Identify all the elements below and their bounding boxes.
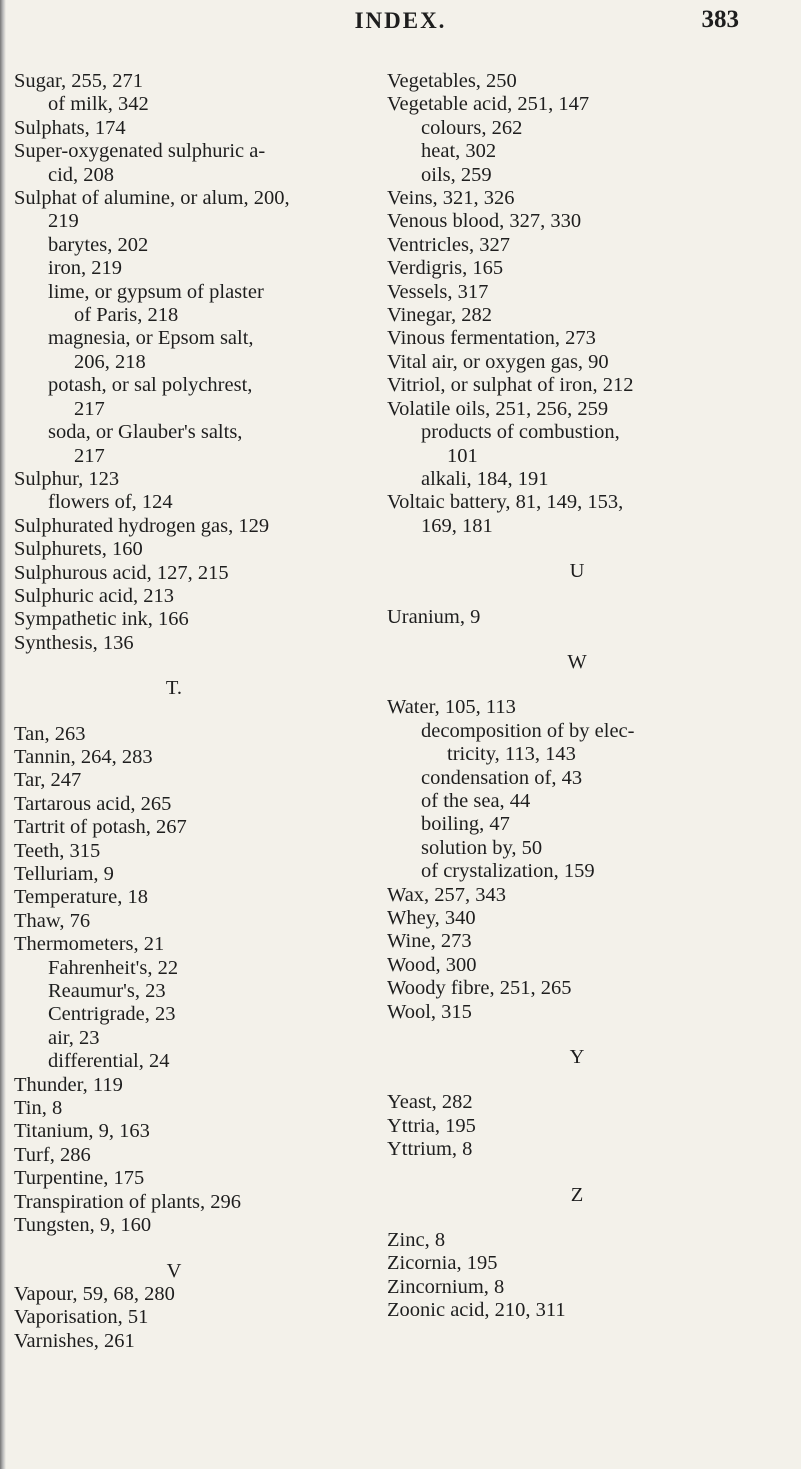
index-entry: Veins, 321, 326 bbox=[387, 187, 515, 210]
index-subentry: iron, 219 bbox=[48, 257, 123, 280]
index-subentry: flowers of, 124 bbox=[48, 491, 173, 514]
index-entry: Uranium, 9 bbox=[387, 605, 481, 628]
index-entry: Telluriam, 9 bbox=[14, 863, 114, 885]
section-spacer bbox=[387, 1024, 797, 1046]
index-subentry: of milk, 342 bbox=[48, 93, 149, 116]
index-entry: Zinc, 8 bbox=[387, 1229, 446, 1252]
index-entry: Wood, 300 bbox=[387, 953, 477, 976]
index-entry: Sulphur, 123 bbox=[14, 467, 120, 490]
index-subentry: 219 bbox=[48, 210, 79, 233]
index-subentry: condensation of, 43 bbox=[421, 766, 583, 789]
index-subentry: 169, 181 bbox=[421, 514, 493, 537]
index-entry: Vinegar, 282 bbox=[387, 304, 492, 327]
index-subentry: heat, 302 bbox=[421, 140, 497, 163]
section-spacer bbox=[387, 629, 797, 651]
index-entry: Sulphuric acid, 213 bbox=[14, 584, 174, 607]
index-subentry: magnesia, or Epsom salt, bbox=[48, 327, 254, 350]
index-column-right bbox=[387, 70, 797, 1323]
index-entry: Tartrit of potash, 267 bbox=[14, 816, 187, 839]
index-entry: Sulphurets, 160 bbox=[14, 538, 143, 561]
letter-heading: T. bbox=[165, 677, 183, 700]
page-binding-edge bbox=[0, 0, 6, 1469]
page-number: 383 bbox=[701, 6, 739, 33]
index-entry: Tungsten, 9, 160 bbox=[14, 1214, 152, 1237]
index-entry: Turf, 286 bbox=[14, 1143, 91, 1166]
index-subentry: 206, 218 bbox=[74, 350, 146, 373]
letter-heading: V bbox=[166, 1259, 182, 1282]
index-subentry: solution by, 50 bbox=[421, 836, 543, 859]
index-entry: Vegetables, 250 bbox=[387, 70, 517, 92]
index-entry: Turpentine, 175 bbox=[14, 1167, 145, 1190]
index-subentry: decomposition of by elec- bbox=[421, 719, 635, 742]
index-entry: Super-oxygenated sulphuric a- bbox=[14, 140, 266, 163]
index-entry: Vitriol, or sulphat of iron, 212 bbox=[387, 374, 634, 397]
index-entry: Ventricles, 327 bbox=[387, 233, 510, 256]
section-spacer bbox=[14, 655, 394, 677]
index-subentry: oils, 259 bbox=[421, 163, 492, 186]
index-entry: Yeast, 282 bbox=[387, 1091, 473, 1114]
index-subentry: potash, or sal polychrest, bbox=[48, 374, 253, 397]
index-entry: Varnishes, 261 bbox=[14, 1329, 135, 1352]
index-subentry: Fahrenheit's, 22 bbox=[48, 956, 179, 979]
index-column-left bbox=[14, 70, 394, 1353]
index-subentry: 217 bbox=[74, 397, 105, 420]
index-entry: Thunder, 119 bbox=[14, 1073, 123, 1096]
index-subentry: barytes, 202 bbox=[48, 233, 149, 256]
index-entry: Tannin, 264, 283 bbox=[14, 745, 153, 768]
index-entry: Sugar, 255, 271 bbox=[14, 70, 144, 92]
index-entry: Vessels, 317 bbox=[387, 280, 489, 303]
index-entry: Wine, 273 bbox=[387, 930, 472, 953]
index-entry: Transpiration of plants, 296 bbox=[14, 1190, 242, 1213]
letter-heading: Y bbox=[569, 1046, 585, 1069]
index-entry: Wool, 315 bbox=[387, 1000, 472, 1023]
index-subentry: products of combustion, bbox=[421, 421, 620, 444]
index-entry: Tin, 8 bbox=[14, 1097, 63, 1120]
index-entry: Vegetable acid, 251, 147 bbox=[387, 93, 590, 116]
index-entry: Tan, 263 bbox=[14, 722, 86, 745]
index-entry: Synthesis, 136 bbox=[14, 631, 134, 654]
index-entry: Vapour, 59, 68, 280 bbox=[14, 1282, 175, 1305]
section-spacer bbox=[387, 584, 797, 606]
index-entry: Tar, 247 bbox=[14, 769, 82, 792]
index-subentry: differential, 24 bbox=[48, 1050, 170, 1073]
index-subentry: lime, or gypsum of plaster bbox=[48, 280, 264, 303]
index-entry: Teeth, 315 bbox=[14, 839, 101, 862]
index-entry: Voltaic battery, 81, 149, 153, bbox=[387, 491, 624, 514]
index-entry: Temperature, 18 bbox=[14, 886, 149, 909]
index-entry: Sulphurated hydrogen gas, 129 bbox=[14, 514, 270, 537]
index-subentry: of crystalization, 159 bbox=[421, 860, 595, 883]
letter-heading: Z bbox=[570, 1183, 584, 1206]
index-entry: Sulphat of alumine, or alum, 200, bbox=[14, 187, 290, 210]
letter-heading: U bbox=[569, 560, 585, 583]
index-entry: Woody fibre, 251, 265 bbox=[387, 977, 572, 1000]
index-subentry: boiling, 47 bbox=[421, 813, 510, 836]
index-entry: Vinous fermentation, 273 bbox=[387, 327, 596, 350]
index-entry: Wax, 257, 343 bbox=[387, 883, 507, 906]
index-entry: Whey, 340 bbox=[387, 907, 476, 929]
index-subentry: colours, 262 bbox=[421, 116, 523, 139]
index-entry: Venous blood, 327, 330 bbox=[387, 210, 582, 233]
running-header-title: INDEX. bbox=[354, 8, 447, 33]
index-entry: Sympathetic ink, 166 bbox=[14, 608, 189, 631]
index-entry: Zincornium, 8 bbox=[387, 1275, 505, 1298]
index-subentry: Reaumur's, 23 bbox=[48, 980, 166, 1003]
index-entry: Sulphurous acid, 127, 215 bbox=[14, 561, 229, 584]
index-entry: Verdigris, 165 bbox=[387, 257, 504, 280]
index-subentry: 217 bbox=[74, 444, 105, 467]
section-spacer bbox=[387, 1162, 797, 1184]
letter-heading: W bbox=[567, 650, 587, 673]
index-entry: Sulphats, 174 bbox=[14, 116, 126, 139]
index-subentry: 101 bbox=[447, 444, 478, 467]
section-spacer bbox=[387, 1207, 797, 1229]
index-subentry: of Paris, 218 bbox=[74, 304, 179, 327]
section-spacer bbox=[387, 1069, 797, 1091]
index-entry: Yttria, 195 bbox=[387, 1114, 476, 1137]
index-entry: Water, 105, 113 bbox=[387, 696, 516, 719]
index-entry: Vaporisation, 51 bbox=[14, 1306, 149, 1329]
index-entry: Titanium, 9, 163 bbox=[14, 1120, 150, 1143]
section-spacer bbox=[14, 701, 394, 723]
index-entry: Zicornia, 195 bbox=[387, 1252, 498, 1275]
index-subentry: alkali, 184, 191 bbox=[421, 467, 549, 490]
section-spacer bbox=[387, 674, 797, 696]
index-entry: Thermometers, 21 bbox=[14, 933, 165, 956]
index-subentry: of the sea, 44 bbox=[421, 789, 531, 812]
index-subentry: air, 23 bbox=[48, 1026, 100, 1049]
section-spacer bbox=[387, 538, 797, 560]
index-subentry: Centrigrade, 23 bbox=[48, 1003, 176, 1026]
index-entry: Thaw, 76 bbox=[14, 909, 91, 932]
section-spacer bbox=[14, 1238, 394, 1260]
index-entry: Tartarous acid, 265 bbox=[14, 792, 172, 815]
index-entry: Volatile oils, 251, 256, 259 bbox=[387, 397, 609, 420]
index-subentry: soda, or Glauber's salts, bbox=[48, 421, 243, 444]
index-entry: Yttrium, 8 bbox=[387, 1138, 473, 1161]
index-subentry: cid, 208 bbox=[48, 163, 115, 186]
index-entry: Zoonic acid, 210, 311 bbox=[387, 1299, 566, 1322]
index-entry: Vital air, or oxygen gas, 90 bbox=[387, 350, 609, 373]
index-subentry: tricity, 113, 143 bbox=[447, 743, 576, 766]
